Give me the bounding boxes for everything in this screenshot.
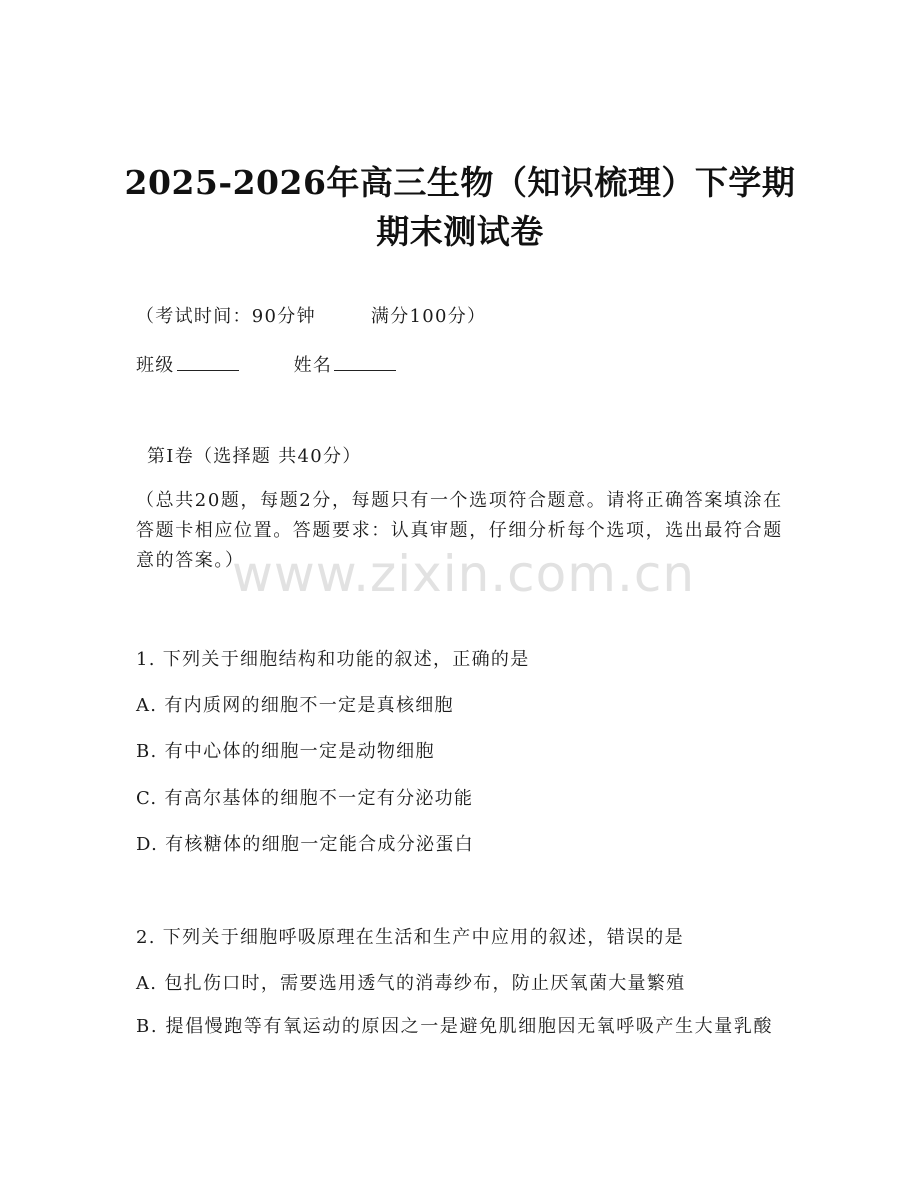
question-1-option-d: D. 有核糖体的细胞一定能合成分泌蛋白 — [136, 834, 474, 855]
question-2-stem: 2. 下列关于细胞呼吸原理在生活和生产中应用的叙述，错误的是 — [136, 927, 684, 948]
question-2-option-b: B. 提倡慢跑等有氧运动的原因之一是避免肌细胞因无氧呼吸产生大量乳酸 — [136, 1016, 774, 1037]
section-instructions: （总共20题，每题2分，每题只有一个选项符合题意。请将正确答案填涂在答题卡相应位置。答题要求：认真审题，仔细分析每个选项，选出最符合题意的答案。） — [136, 490, 783, 571]
question-1-stem: 1. 下列关于细胞结构和功能的叙述，正确的是 — [136, 649, 530, 670]
name-label: 姓名 — [293, 355, 333, 376]
question-1-option-c: C. 有高尔基体的细胞不一定有分泌功能 — [136, 788, 474, 809]
question-1-option-b: B. 有中心体的细胞一定是动物细胞 — [136, 741, 435, 762]
exam-score: 满分100分） — [370, 306, 487, 327]
watermark: www.zixin.com.cn — [232, 545, 696, 603]
section-heading: 第Ⅰ卷（选择题 共40分） — [147, 446, 362, 467]
question-2-option-a: A. 包扎伤口时，需要选用透气的消毒纱布，防止厌氧菌大量繁殖 — [136, 973, 686, 994]
exam-title-line-2: 期末测试卷 — [376, 212, 544, 251]
question-1-option-a: A. 有内质网的细胞不一定是真核细胞 — [136, 695, 454, 716]
class-label: 班级 — [136, 355, 175, 376]
name-blank — [334, 369, 396, 371]
exam-info — [136, 302, 486, 328]
student-info — [136, 351, 396, 377]
class-blank — [177, 369, 239, 371]
exam-time: （考试时间：90分钟 — [136, 306, 316, 327]
exam-title-line-1: 2025-2026年高三生物（知识梳理）下学期 — [124, 163, 796, 202]
